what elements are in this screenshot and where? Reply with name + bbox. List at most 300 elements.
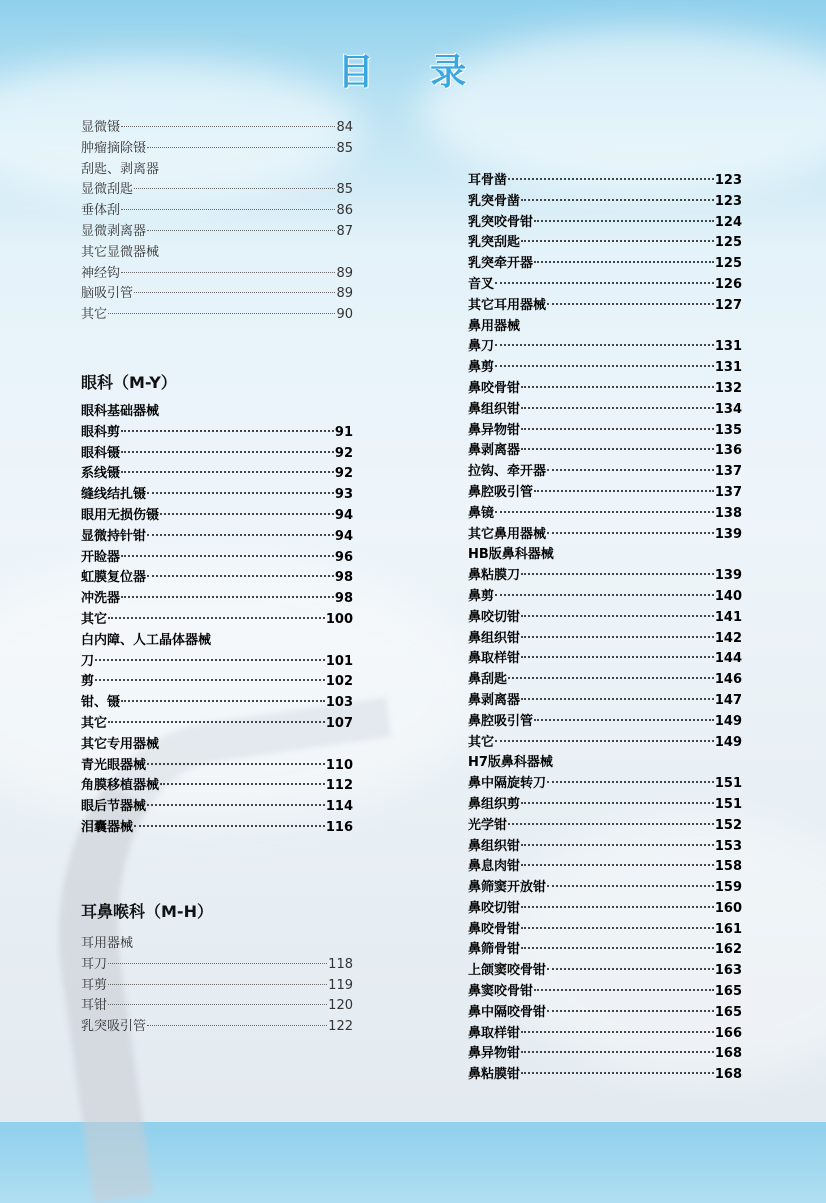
toc-entry[interactable] [468,296,742,317]
toc-entry[interactable] [81,714,353,735]
toc-entry-page-number: 118 [328,956,353,972]
toc-entry[interactable] [468,504,742,525]
dot-leader [108,720,325,723]
dot-leader [534,988,714,991]
dot-leader [534,718,714,721]
dot-leader [121,271,335,273]
toc-entry-page-number: 132 [714,380,742,396]
dot-leader [547,1009,714,1012]
toc-entry-label: 光学钳 [468,817,508,833]
toc-entry-page-number: 168 [714,1046,742,1062]
toc-entry-label: 显微刮匙 [81,182,134,198]
toc-entry[interactable] [468,1044,742,1065]
toc-entry-label: 鼻息肉钳 [468,859,521,875]
toc-entry[interactable] [81,464,353,485]
dot-leader [547,468,714,471]
dot-leader [547,884,714,887]
dot-leader [521,239,714,242]
toc-entry-page-number: 112 [325,778,353,794]
toc-entry[interactable] [468,483,742,504]
toc-entry-label: 鼻剥离器 [468,443,521,459]
toc-subheading: 耳用器械 [81,936,134,951]
toc-entry[interactable] [468,171,742,192]
toc-entry-label: 耳钳 [81,998,108,1014]
dot-leader [134,824,325,827]
toc-entry[interactable] [81,652,353,673]
toc-entry[interactable] [468,566,742,587]
toc-entry[interactable] [468,441,742,462]
dot-leader [108,616,325,619]
dot-leader [534,219,714,222]
toc-entry-page-number: 124 [714,214,742,230]
toc-entry-page-number: 138 [714,505,742,521]
toc-entry-label: 耳刀 [81,956,108,972]
dot-leader [521,385,714,388]
toc-entry-label: 鼻腔吸引管 [468,713,534,729]
toc-entry[interactable] [81,955,353,976]
dot-leader [495,364,714,367]
toc-entry[interactable] [81,776,353,797]
toc-entry[interactable] [81,976,353,997]
toc-entry-label: 鼻组织钳 [468,630,521,646]
toc-entry-page-number: 161 [714,921,742,937]
dot-leader [108,983,327,985]
toc-entry-page-number: 123 [714,173,742,188]
toc-entry[interactable] [81,527,353,548]
toc-entry-label: 鼻中隔咬骨钳 [468,1004,547,1020]
toc-entry[interactable] [81,444,353,465]
dot-leader [95,678,325,681]
dot-leader [147,803,325,806]
toc-entry-label: 其它 [81,307,108,323]
toc-entry[interactable] [468,712,742,733]
toc-subheading: H7版鼻科器械 [468,755,553,771]
toc-entry[interactable] [468,608,742,629]
toc-entry-page-number: 94 [334,528,353,544]
toc-entry-label: 泪囊器械 [81,819,134,835]
toc-entry-page-number: 139 [714,568,742,584]
toc-entry-label: 剪 [81,674,95,690]
toc-entry-page-number: 107 [325,715,353,731]
toc-entry-label: 肿瘤摘除镊 [81,140,147,156]
toc-entry[interactable] [81,756,353,777]
toc-entry-page-number: 123 [714,193,742,209]
toc-entry[interactable] [468,857,742,878]
dot-leader [147,762,325,765]
toc-entry-page-number: 85 [336,182,353,198]
toc-entry-label: 鼻组织钳 [468,401,521,417]
toc-entry-page-number: 98 [334,570,353,586]
dot-leader [495,510,714,513]
toc-entry[interactable] [468,587,742,608]
toc-ent-block [81,934,353,1038]
toc-subheading: HB版鼻科器械 [468,547,554,563]
toc-entry-page-number: 162 [714,942,742,958]
toc-entry-page-number: 151 [714,776,742,792]
dot-leader [547,967,714,970]
toc-entry[interactable] [468,940,742,961]
toc-entry-label: 垂体刮 [81,203,121,219]
toc-entry-page-number: 142 [714,630,742,646]
dot-leader [160,512,334,515]
dot-leader [521,635,714,638]
toc-entry-page-number: 165 [714,984,742,1000]
toc-entry[interactable] [81,693,353,714]
toc-entry[interactable] [468,400,742,421]
toc-entry[interactable] [81,568,353,589]
toc-entry[interactable] [468,691,742,712]
toc-entry-label: 鼻粘膜刀 [468,568,521,584]
toc-entry-label: 乳突牵开器 [468,256,534,272]
dot-leader [121,554,334,557]
section-title-ent: 耳鼻喉科（M-H） [81,902,213,921]
toc-entry-label: 显微剥离器 [81,223,147,239]
toc-entry[interactable] [468,649,742,670]
toc-entry-page-number: 136 [714,443,742,459]
toc-entry-label: 乳突刮匙 [468,235,521,251]
toc-entry[interactable] [468,233,742,254]
toc-entry[interactable] [81,818,353,839]
toc-entry-label: 鼻剪 [468,588,495,604]
toc-entry[interactable] [468,275,742,296]
toc-entry-label: 鼻筛窦开放钳 [468,880,547,896]
toc-entry-label: 鼻取样钳 [468,1025,521,1041]
toc-entry-label: 眼科剪 [81,424,121,440]
dot-leader [534,260,714,263]
toc-entry[interactable] [468,192,742,213]
toc-entry-page-number: 147 [714,692,742,708]
dot-leader [108,312,335,314]
toc-entry-label: 青光眼器械 [81,757,147,773]
toc-entry-label: 显微持针钳 [81,528,147,544]
toc-entry-page-number: 93 [334,487,353,503]
toc-entry[interactable] [468,629,742,650]
dot-leader [134,291,335,293]
toc-entry[interactable] [468,878,742,899]
toc-entry-label: 神经钩 [81,265,121,281]
toc-entry-page-number: 120 [328,998,353,1014]
toc-entry[interactable] [81,672,353,693]
toc-entry[interactable] [81,485,353,506]
toc-entry-page-number: 119 [328,977,353,993]
toc-entry-page-number: 127 [714,297,742,313]
toc-entry-label: 鼻筛骨钳 [468,942,521,958]
toc-entry-page-number: 160 [714,900,742,916]
toc-entry[interactable] [468,1065,742,1086]
dot-leader [147,574,334,577]
toc-entry[interactable] [468,670,742,691]
toc-entry-label: 角膜移植器械 [81,778,160,794]
dot-leader [521,427,714,430]
toc-entry[interactable] [468,1003,742,1024]
toc-entry-label: 鼻剥离器 [468,692,521,708]
dot-leader [521,697,714,700]
toc-subheading: 刮匙、剥离器 [81,161,160,177]
toc-entry-label: 耳骨凿 [468,173,508,188]
dot-leader [521,946,714,949]
dot-leader [521,198,714,201]
toc-entry-label: 刀 [81,653,95,669]
toc-entry[interactable] [468,379,742,400]
toc-entry-page-number: 149 [714,713,742,729]
dot-leader [147,1024,327,1026]
toc-entry-label: 显微镊 [81,120,121,135]
toc-entry[interactable] [468,816,742,837]
dot-leader [121,470,334,473]
toc-entry[interactable] [468,961,742,982]
dot-leader [508,822,714,825]
dot-leader [121,125,335,127]
toc-entry[interactable] [81,548,353,569]
toc-entry-label: 鼻组织钳 [468,838,521,854]
dot-leader [521,614,714,617]
toc-entry[interactable] [468,254,742,275]
toc-subheading: 其它专用器械 [81,736,160,752]
dot-leader [495,739,714,742]
dot-leader [534,489,714,492]
toc-right-block [468,171,742,1086]
dot-leader [147,533,334,536]
toc-entry[interactable] [81,996,353,1017]
toc-entry-label: 鼻腔吸引管 [468,484,534,500]
toc-entry-page-number: 89 [336,265,353,281]
toc-entry-label: 鼻异物钳 [468,1046,521,1062]
toc-entry[interactable] [81,423,353,444]
toc-entry-label: 脑吸引管 [81,286,134,302]
dot-leader [121,429,334,432]
dot-leader [547,302,714,305]
dot-leader [121,450,334,453]
toc-entry-label: 鼻取样钳 [468,651,521,667]
dot-leader [521,1050,714,1053]
toc-entry-page-number: 134 [714,401,742,417]
toc-entry-page-number: 125 [714,235,742,251]
dot-leader [108,1003,327,1005]
toc-entry[interactable] [468,920,742,941]
toc-entry-label: 系线镊 [81,466,121,482]
dot-leader [547,780,714,783]
toc-entry-label: 拉钩、牵开器 [468,464,547,480]
dot-leader [521,801,714,804]
dot-leader [121,699,325,702]
toc-entry-label: 鼻组织剪 [468,796,521,812]
dot-leader [521,447,714,450]
toc-entry-page-number: 163 [714,963,742,979]
toc-entry-label: 冲洗器 [81,591,121,607]
toc-entry[interactable] [81,589,353,610]
toc-entry-page-number: 90 [336,307,353,323]
toc-entry-page-number: 165 [714,1004,742,1020]
toc-entry-label: 鼻剪 [468,360,495,376]
toc-entry-page-number: 149 [714,734,742,750]
dot-leader [521,843,714,846]
toc-entry-label: 鼻窦咬骨钳 [468,984,534,1000]
toc-entry-page-number: 131 [714,360,742,376]
toc-entry-page-number: 110 [325,757,353,773]
toc-entry[interactable] [468,837,742,858]
dot-leader [95,658,325,661]
toc-entry[interactable] [468,358,742,379]
toc-entry[interactable] [468,1024,742,1045]
toc-entry-page-number: 151 [714,796,742,812]
dot-leader [160,782,325,785]
toc-entry-page-number: 89 [336,286,353,302]
toc-entry[interactable] [468,774,742,795]
toc-entry-label: 鼻咬切钳 [468,609,521,625]
toc-entry-page-number: 137 [714,464,742,480]
dot-leader [508,177,714,180]
toc-entry-label: 鼻刮匙 [468,672,508,688]
toc-entry-page-number: 91 [334,424,353,440]
toc-entry-page-number: 126 [714,276,742,292]
dot-leader [147,229,335,231]
toc-entry-page-number: 102 [325,674,353,690]
toc-entry[interactable] [468,213,742,234]
toc-entry[interactable] [468,733,742,754]
dot-leader [521,926,714,929]
dot-leader [508,676,714,679]
toc-entry-page-number: 125 [714,256,742,272]
toc-entry[interactable] [81,222,353,243]
toc-entry-page-number: 94 [334,507,353,523]
toc-entry-page-number: 101 [325,653,353,669]
dot-leader [521,406,714,409]
toc-eye-block [81,402,353,839]
dot-leader [147,146,335,148]
toc-entry-page-number: 141 [714,609,742,625]
toc-entry-page-number: 137 [714,484,742,500]
toc-entry-page-number: 144 [714,651,742,667]
toc-entry-page-number: 122 [328,1019,353,1035]
toc-entry[interactable] [81,284,353,305]
toc-entry[interactable] [468,899,742,920]
dot-leader [108,962,327,964]
toc-entry-label: 其它鼻用器械 [468,526,547,542]
toc-entry-label: 眼科镊 [81,445,121,461]
dot-leader [521,572,714,575]
toc-entry-page-number: 168 [714,1067,742,1083]
toc-entry[interactable] [468,421,742,442]
toc-entry-label: 鼻刀 [468,339,495,355]
toc-entry-page-number: 103 [325,695,353,711]
toc-entry-label: 鼻粘膜钳 [468,1067,521,1083]
toc-entry-label: 鼻中隔旋转刀 [468,776,547,792]
dot-leader [495,343,714,346]
toc-entry-page-number: 98 [334,591,353,607]
toc-entry-page-number: 85 [336,140,353,156]
toc-entry[interactable] [81,180,353,201]
toc-entry-page-number: 153 [714,838,742,854]
toc-entry[interactable] [468,462,742,483]
toc-entry-label: 其它 [81,611,108,627]
toc-entry-label: 眼后节器械 [81,799,147,815]
toc-entry-label: 开睑器 [81,549,121,565]
toc-entry-page-number: 114 [325,799,353,815]
dot-leader [495,281,714,284]
toc-entry-label: 鼻咬切钳 [468,900,521,916]
dot-leader [495,593,714,596]
dot-leader [147,491,334,494]
toc-entry-page-number: 166 [714,1025,742,1041]
dot-leader [521,863,714,866]
toc-entry-page-number: 131 [714,339,742,355]
toc-entry-page-number: 139 [714,526,742,542]
dot-leader [547,531,714,534]
toc-entry-label: 鼻异物钳 [468,422,521,438]
toc-entry-page-number: 86 [336,203,353,219]
toc-entry[interactable] [468,525,742,546]
toc-entry-label: 上颌窦咬骨钳 [468,963,547,979]
toc-entry-page-number: 152 [714,817,742,833]
toc-subheading: 白内障、人工晶体器械 [81,632,212,648]
toc-entry[interactable] [81,610,353,631]
dot-leader [521,905,714,908]
toc-entry[interactable] [468,795,742,816]
toc-entry[interactable] [81,118,353,139]
dot-leader [521,1071,714,1074]
toc-entry-label: 鼻咬骨钳 [468,921,521,937]
toc-entry[interactable] [81,305,353,326]
toc-entry[interactable] [81,264,353,285]
toc-entry-page-number: 87 [336,223,353,239]
toc-entry-label: 乳突骨凿 [468,193,521,209]
toc-entry-label: 缝线结扎镊 [81,487,147,503]
toc-entry-page-number: 84 [336,120,353,135]
dot-leader [134,187,335,189]
toc-entry-label: 耳剪 [81,977,108,993]
dot-leader [521,655,714,658]
toc-entry-page-number: 116 [325,819,353,835]
toc-entry[interactable] [468,337,742,358]
toc-entry-label: 乳突吸引管 [81,1019,147,1035]
toc-entry-page-number: 100 [325,611,353,627]
toc-entry-label: 鼻咬骨钳 [468,380,521,396]
toc-entry-label: 眼用无损伤镊 [81,507,160,523]
toc-entry[interactable] [81,139,353,160]
dot-leader [121,208,335,210]
toc-entry-label: 其它 [81,715,108,731]
toc-entry-label: 其它 [468,734,495,750]
section-title-eye: 眼科（M-Y） [81,373,177,392]
toc-entry-label: 音叉 [468,276,495,292]
toc-subheading: 眼科基础器械 [81,404,160,419]
toc-entry[interactable] [81,201,353,222]
toc-subheading: 鼻用器械 [468,318,521,334]
toc-entry-label: 鼻镜 [468,505,495,521]
toc-subheading: 其它显微器械 [81,244,160,260]
page-title: 目 录 [337,52,489,93]
toc-entry[interactable] [81,797,353,818]
toc-entry-page-number: 92 [334,466,353,482]
toc-entry-page-number: 140 [714,588,742,604]
toc-entry-label: 其它耳用器械 [468,297,547,313]
toc-entry[interactable] [81,506,353,527]
dot-leader [121,595,334,598]
toc-entry[interactable] [468,982,742,1003]
dot-leader [521,1030,714,1033]
toc-entry-page-number: 92 [334,445,353,461]
toc-entry[interactable] [81,1017,353,1038]
toc-entry-page-number: 158 [714,859,742,875]
toc-entry-page-number: 146 [714,672,742,688]
toc-entry-label: 钳、镊 [81,695,121,711]
toc-left-top-block [81,118,353,326]
toc-entry-page-number: 135 [714,422,742,438]
toc-entry-page-number: 96 [334,549,353,565]
toc-entry-label: 虹膜复位器 [81,570,147,586]
toc-entry-page-number: 159 [714,880,742,896]
toc-entry-label: 乳突咬骨钳 [468,214,534,230]
